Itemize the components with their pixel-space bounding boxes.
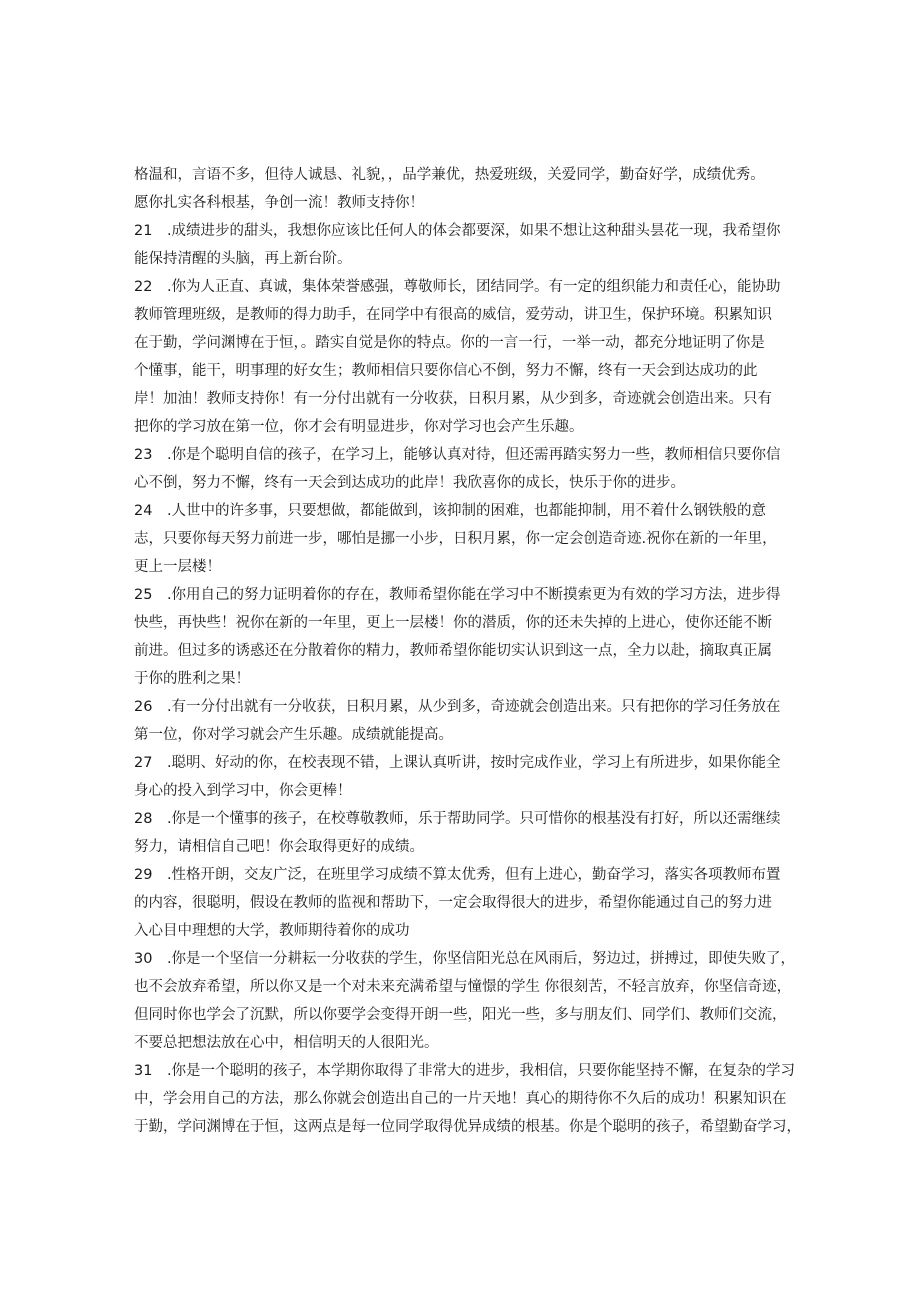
text-line: 中，学会用自己的方法，那么你就会创造出自己的一片天地！真心的期待你不久后的成功！积累知识在	[134, 1091, 787, 1107]
text-line: 29 .性格开朗，交友广泛，在班里学习成绩不算太优秀，但有上进心，勤奋学习，落实各项教师布置	[134, 867, 781, 883]
text-line: 也不会放弃希望，所以你又是一个对未来充满希望与憧憬的学生 你很刻苦，不轻言放弃，你坚信奇迹，	[134, 979, 792, 995]
text-line: 把你的学习放在第一位，你才会有明显进步，你对学习也会产生乐趣。	[134, 419, 584, 435]
text-line: 更上一层楼！	[134, 559, 221, 575]
text-line: 的内容，很聪明，假设在教师的监视和帮助下，一定会取得很大的进步，希望你能通过自己的努力进	[134, 895, 772, 911]
text-line: 在于勤，学问渊博在于恒，。踏实自觉是你的特点。你的一言一行，一举一动，都充分地证明了你是	[134, 335, 765, 351]
text-line: 格温和，言语不多，但待人诚恳、礼貌，，品学兼优，热爱班级，关爱同学，勤奋好学，成绩优秀。	[134, 167, 765, 183]
text-line: 于勤，学问渊博在于恒，这两点是每一位同学取得优异成绩的根基。你是个聪明的孩子，希望勤奋学习，	[134, 1119, 801, 1135]
text-line: 能保持清醒的头脑，再上新台阶。	[134, 251, 352, 267]
text-line: 前进。但过多的诱惑还在分散着你的精力，教师希望你能切实认识到这一点，全力以赴，摘取真正属	[134, 643, 772, 659]
text-line: 入心目中理想的大学，教师期待着你的成功	[134, 923, 410, 939]
text-line: 23 .你是个聪明自信的孩子，在学习上，能够认真对待，但还需再踏实努力一些，教师相信只要你信	[134, 447, 781, 463]
text-line: 22 .你为人正直、真诚，集体荣誉感强，尊敬师长，团结同学。有一定的组织能力和责任心，能协助	[134, 279, 781, 295]
text-line: 第一位，你对学习就会产生乐趣。成绩就能提高。	[134, 727, 453, 743]
text-line: 快些，再快些！祝你在新的一年里，更上一层楼！你的潜质，你的还未失掉的上进心，使你还能不断	[134, 615, 772, 631]
text-line: 身心的投入到学习中，你会更棒！	[134, 783, 352, 799]
text-line: 不要总把想法放在心中，相信明天的人很阳光。	[134, 1035, 439, 1051]
text-line: 26 .有一分付出就有一分收获，日积月累，从少到多，奇迹就会创造出来。只有把你的学习任务放在	[134, 699, 781, 715]
text-line: 但同时你也学会了沉默，所以你要学会变得开朗一些，阳光一些，多与朋友们、同学们、教师们交流，	[134, 1007, 787, 1023]
text-line: 心不倒，努力不懈，终有一天会到达成功的此岸！我欣喜你的成长，快乐于你的进步。	[134, 475, 685, 491]
text-line: 27 .聪明、好动的你，在校表现不错，上课认真听讲，按时完成作业，学习上有所进步，如果你能全	[134, 755, 781, 771]
text-line: 愿你扎实各科根基，争创一流！教师支持你！	[134, 195, 424, 211]
text-line: 21 .成绩进步的甜头，我想你应该比任何人的体会都要深，如果不想让这种甜头昙花一现，我希望你	[134, 223, 781, 239]
text-line: 个懂事，能干，明事理的好女生；教师相信只要你信心不倒，努力不懈，终有一天会到达成功的此	[134, 363, 758, 379]
text-line: 岸！加油！教师支持你！有一分付出就有一分收获，日积月累，从少到多，奇迹就会创造出来。只有	[134, 391, 772, 407]
text-line: 志，只要你每天努力前进一步，哪怕是挪一小步，日积月累，你一定会创造奇迹.祝你在新的一年里，	[134, 531, 777, 547]
text-line: 24 .人世中的许多事，只要想做，都能做到，该抑制的困难，也都能抑制，用不着什么钢铁般的意	[134, 503, 767, 519]
text-line: 30 .你是一个坚信一分耕耘一分收获的学生，你坚信阳光总在风雨后，努边过，拼搏过，即使失败了，	[134, 951, 796, 967]
text-line: 于你的胜利之果！	[134, 671, 250, 687]
text-line: 教师管理班级，是教师的得力助手，在同学中有很高的威信，爱劳动，讲卫生，保护环境。积累知识	[134, 307, 772, 323]
text-line: 28 .你是一个懂事的孩子，在校尊敬教师，乐于帮助同学。只可惜你的根基没有打好，所以还需继续	[134, 811, 781, 827]
text-line: 努力，请相信自己吧！你会取得更好的成绩。	[134, 839, 424, 855]
text-line: 31 .你是一个聪明的孩子，本学期你取得了非常大的进步，我相信，只要你能坚持不懈，在复杂的学习	[134, 1063, 796, 1079]
text-line: 25 .你用自己的努力证明着你的存在，教师希望你能在学习中不断摸索更为有效的学习方法，进步得	[134, 587, 781, 603]
